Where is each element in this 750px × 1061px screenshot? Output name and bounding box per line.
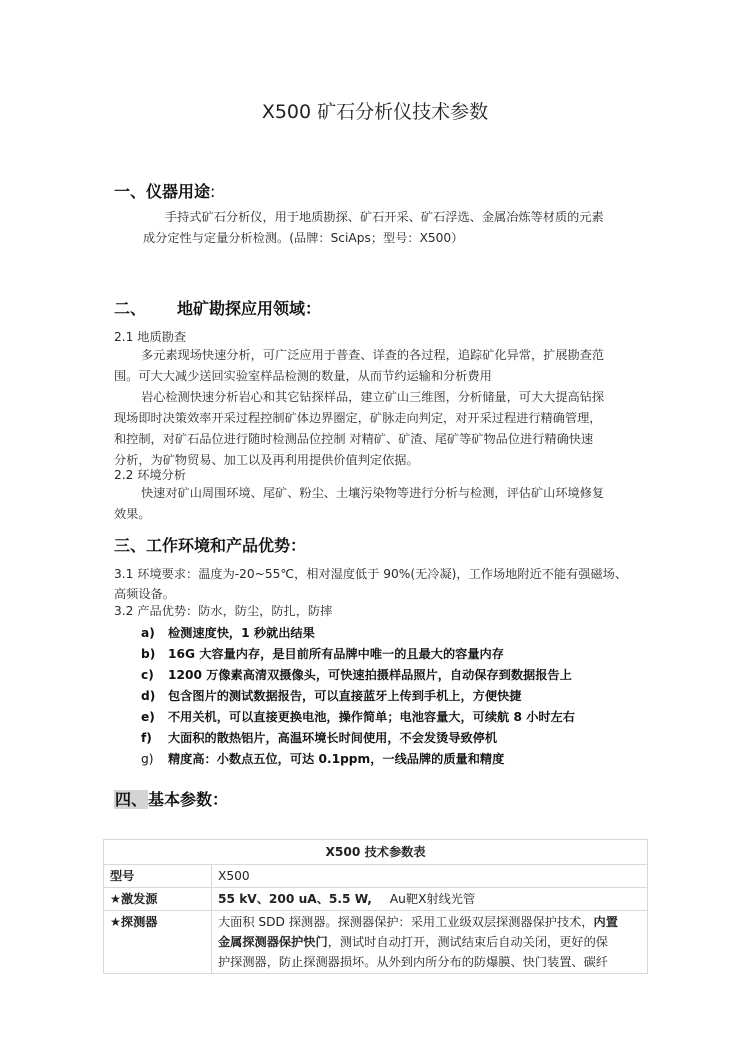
table-key: 型号 <box>104 865 212 888</box>
table-row <box>104 911 648 974</box>
section-1-text-line-1: 手持式矿石分析仪，用于地质勘探、矿石开采、矿石浮选、金属冶炼等材质的元素 <box>165 210 604 224</box>
spec-table <box>103 839 648 974</box>
table-row <box>104 888 648 911</box>
section-1-text-line-2: 成分定性与定量分析检测。(品牌：SciAps；型号：X500） <box>143 231 464 245</box>
list-item: d) 包含图片的测试数据报告，可以直接蓝牙上传到手机上，方便快捷 <box>141 689 522 703</box>
paragraph-line: 分析，为矿物贸易、加工以及再利用提供价值判定依据。 <box>114 453 419 467</box>
table-value: 55 kV、200 uA、5.5 W, Au靶X射线光管 <box>212 888 648 911</box>
list-item: g) 精度高：小数点五位，可达 0.1ppm，一线品牌的质量和精度 <box>141 752 505 766</box>
paragraph-line: 快速对矿山周围环境、尾矿、粉尘、土壤污染物等进行分析与检测，评估矿山环境修复 <box>141 486 605 500</box>
page-title: X500 矿石分析仪技术参数 <box>261 101 489 123</box>
section-3-heading: 三、工作环境和产品优势： <box>114 536 307 555</box>
paragraph-line: 效果。 <box>114 507 151 521</box>
section-4-heading: 四、基本参数： <box>115 790 229 809</box>
environment-line-2: 高频设备。 <box>114 587 175 601</box>
table-row <box>104 865 648 888</box>
subsection-2-2: 2.2 环境分析 <box>114 468 187 482</box>
paragraph-line: 围。可大大减少送回实验室样品检测的数量，从而节约运输和分析费用 <box>114 369 492 383</box>
table-caption: X500 技术参数表 <box>104 840 648 865</box>
table-value: 大面积 SDD 探测器。探测器保护：采用工业级双层探测器保护技术，内置 金属探测器保护快门，测试时自动打开，测试结束后自动关闭，更好的保 护探测器，防止探测器损坏。从外到内所分布的防爆膜、快门装置、碳纤 <box>212 911 648 974</box>
advantages-line: 3.2 产品优势：防水，防尘，防扎，防摔 <box>114 604 333 618</box>
table-key: ★探测器 <box>104 911 212 974</box>
paragraph-line: 和控制，对矿石品位进行随时检测品位控制 对精矿、矿渣、尾矿等矿物品位进行精确快速 <box>114 432 594 446</box>
section-2-heading: 二、 地矿勘探应用领域： <box>114 299 322 318</box>
list-item: a) 检测速度快，1 秒就出结果 <box>141 626 315 640</box>
paragraph-line: 现场即时决策效率开采过程控制矿体边界圈定，矿脉走向判定，对开采过程进行精确管理， <box>114 411 602 425</box>
subsection-2-1: 2.1 地质勘查 <box>114 330 187 344</box>
paragraph-line: 多元素现场快速分析，可广泛应用于普查、详查的各过程，追踪矿化异常，扩展勘查范 <box>141 348 605 362</box>
list-item: c) 1200 万像素高清双摄像头，可快速拍摄样品照片，自动保存到数据报告上 <box>141 668 572 682</box>
environment-line-1: 3.1 环境要求：温度为-20~55℃，相对湿度低于 90%(无冷凝)，工作场地附近不能有强磁场、 <box>114 567 628 581</box>
section-1-heading: 一、仪器用途: <box>114 182 216 201</box>
list-item: b) 16G 大容量内存，是目前所有品牌中唯一的且最大的容量内存 <box>141 647 504 661</box>
table-value: X500 <box>212 865 648 888</box>
list-item: f) 大面积的散热铝片，高温环境长时间使用，不会发烫导致停机 <box>141 731 498 745</box>
table-key: ★激发源 <box>104 888 212 911</box>
paragraph-line: 岩心检测快速分析岩心和其它钻探样品，建立矿山三维图，分析储量，可大大提高钻探 <box>141 390 605 404</box>
list-item: e) 不用关机，可以直接更换电池，操作简单；电池容量大，可续航 8 小时左右 <box>141 710 575 724</box>
